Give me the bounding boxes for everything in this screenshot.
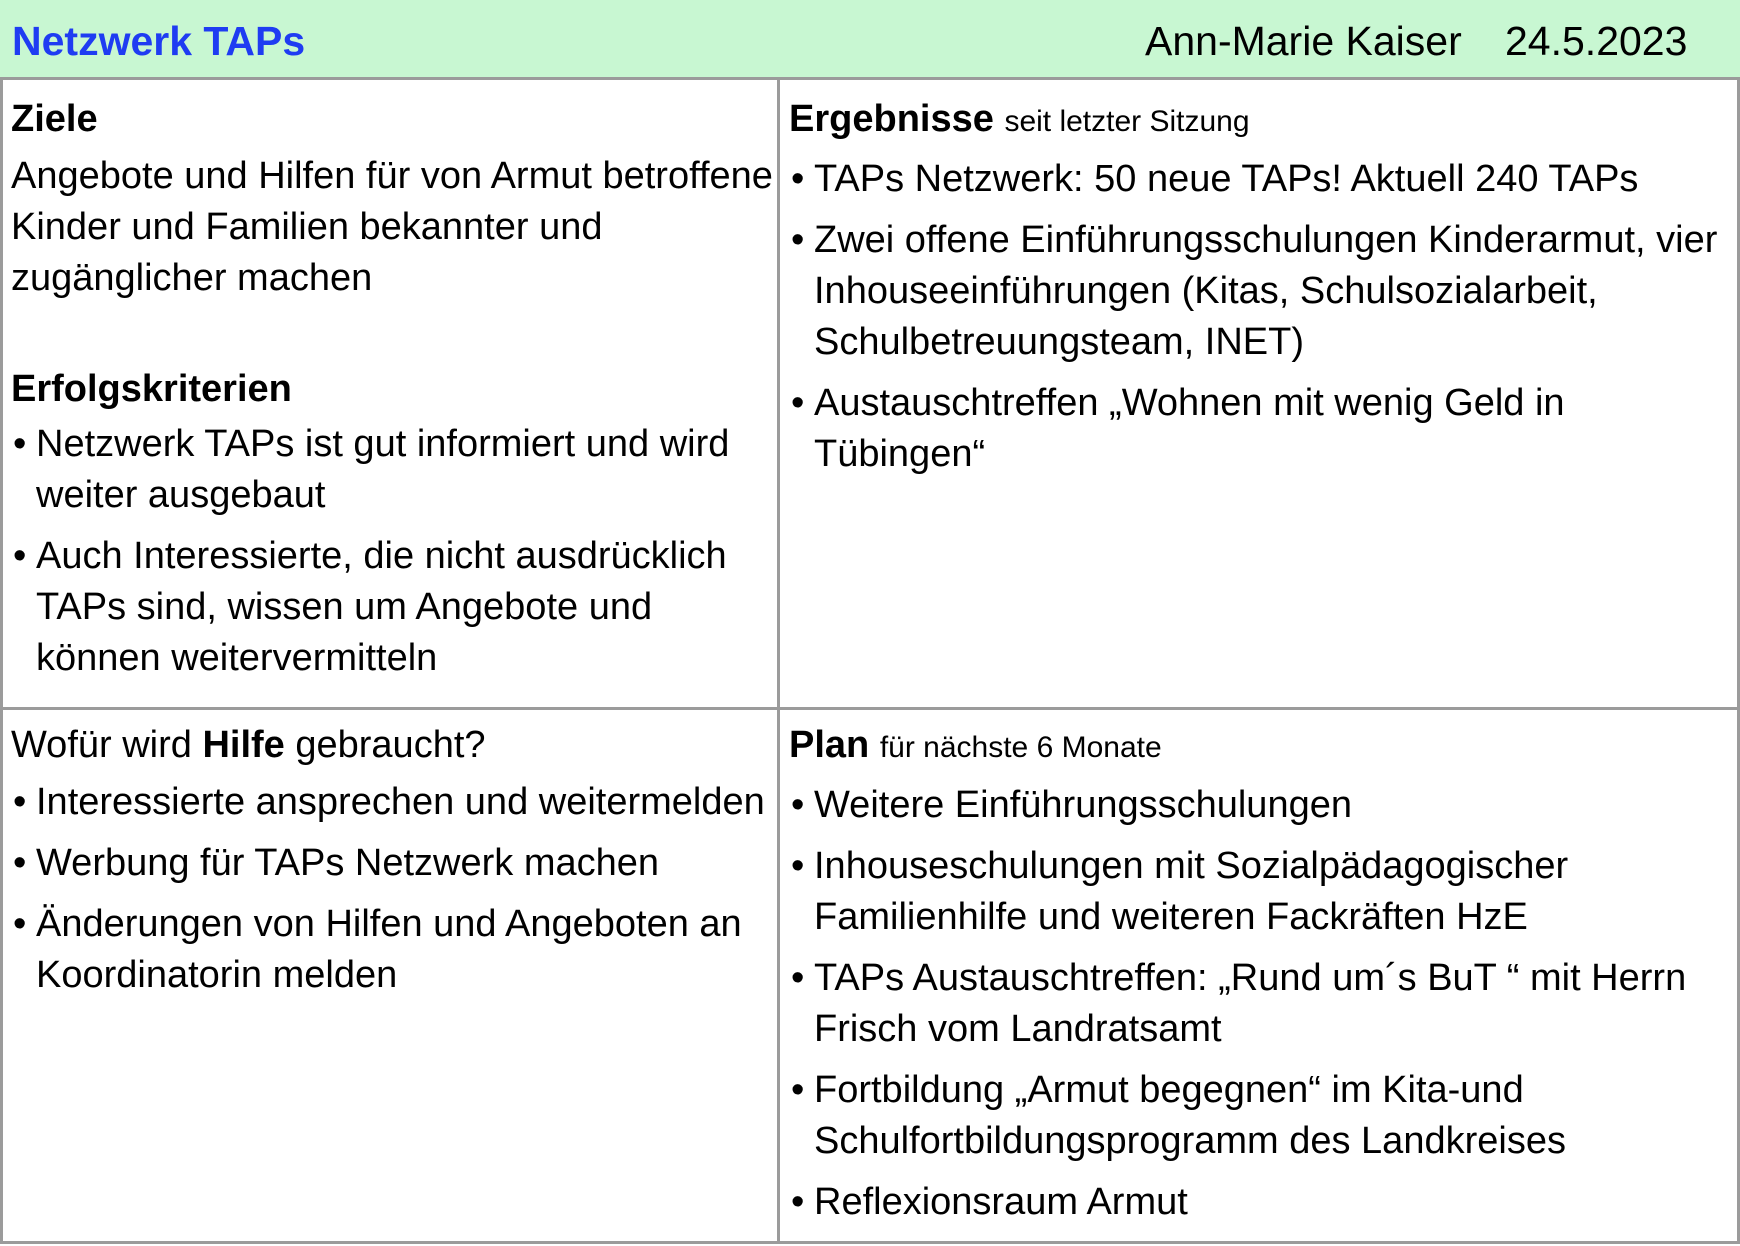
hilfe-title-bold: Hilfe xyxy=(202,724,285,766)
hilfe-cell xyxy=(11,722,773,1011)
list-item: • Werbung für TAPs Netzwerk machen xyxy=(11,838,773,889)
plan-heading xyxy=(789,722,1734,771)
list-item: • Auch Interessierte, die nicht ausdrücklich TAPs sind, wissen um Angebote und können weitervermitteln xyxy=(11,531,773,684)
hilfe-heading xyxy=(11,722,773,768)
plan-cell xyxy=(789,722,1734,1238)
list-item: • TAPs Austauschtreffen: „Rund um´s BuT “ mit Herrn Frisch vom Landratsamt xyxy=(789,953,1734,1055)
hilfe-title-before: Wofür wird xyxy=(11,724,203,766)
hilfe-list xyxy=(11,777,773,1001)
ergebnisse-list xyxy=(789,154,1734,480)
list-item: • TAPs Netzwerk: 50 neue TAPs! Aktuell 240 TAPs xyxy=(789,154,1734,205)
hilfe-title-after: gebraucht? xyxy=(284,724,486,766)
list-item: • Fortbildung „Armut begegnen“ im Kita-und Schulfortbildungsprogramm des Landkreises xyxy=(789,1065,1734,1167)
section-gap xyxy=(11,304,773,366)
divider-vertical xyxy=(777,80,780,1244)
list-item: • Austauschtreffen „Wohnen mit wenig Geld in Tübingen“ xyxy=(789,378,1734,480)
divider-left xyxy=(0,80,3,1244)
list-item: • Zwei offene Einführungsschulungen Kinderarmut, vier Inhouseeinführungen (Kitas, Schulsozialarbeit, Schulbetreuungsteam, INET) xyxy=(789,215,1734,368)
ergebnisse-title: Ergebnisse xyxy=(789,98,994,140)
list-item: • Inhouseschulungen mit Sozialpädagogischer Familienhilfe und weiteren Fackräften HzE xyxy=(789,841,1734,943)
page-title: Netzwerk TAPs xyxy=(12,18,306,64)
divider-horizontal xyxy=(0,707,1740,710)
ziele-cell xyxy=(11,96,773,694)
ergebnisse-heading xyxy=(789,96,1734,145)
list-item: • Netzwerk TAPs ist gut informiert und wird weiter ausgebaut xyxy=(11,419,773,521)
ergebnisse-cell xyxy=(789,96,1734,490)
divider-bottom xyxy=(0,1241,1740,1244)
list-item: • Interessierte ansprechen und weitermelden xyxy=(11,777,773,828)
plan-subtitle: für nächste 6 Monate xyxy=(879,731,1162,764)
list-item: • Weitere Einführungsschulungen xyxy=(789,780,1734,831)
header-bar xyxy=(0,0,1740,80)
erfolgskriterien-heading: Erfolgskriterien xyxy=(11,368,292,410)
ziele-heading: Ziele xyxy=(11,98,98,140)
list-item: • Änderungen von Hilfen und Angeboten an Koordinatorin melden xyxy=(11,899,773,1001)
ergebnisse-subtitle: seit letzter Sitzung xyxy=(1004,105,1250,138)
date-label: 24.5.2023 xyxy=(1505,18,1688,64)
plan-list xyxy=(789,780,1734,1228)
list-item: • Reflexionsraum Armut xyxy=(789,1177,1734,1228)
erfolgskriterien-list xyxy=(11,419,773,684)
plan-title: Plan xyxy=(789,724,870,766)
author-name: Ann-Marie Kaiser xyxy=(1145,18,1462,64)
ziele-text: Angebote und Hilfen für von Armut betroffene Kinder und Familien bekannter und zugänglicher machen xyxy=(11,155,773,299)
